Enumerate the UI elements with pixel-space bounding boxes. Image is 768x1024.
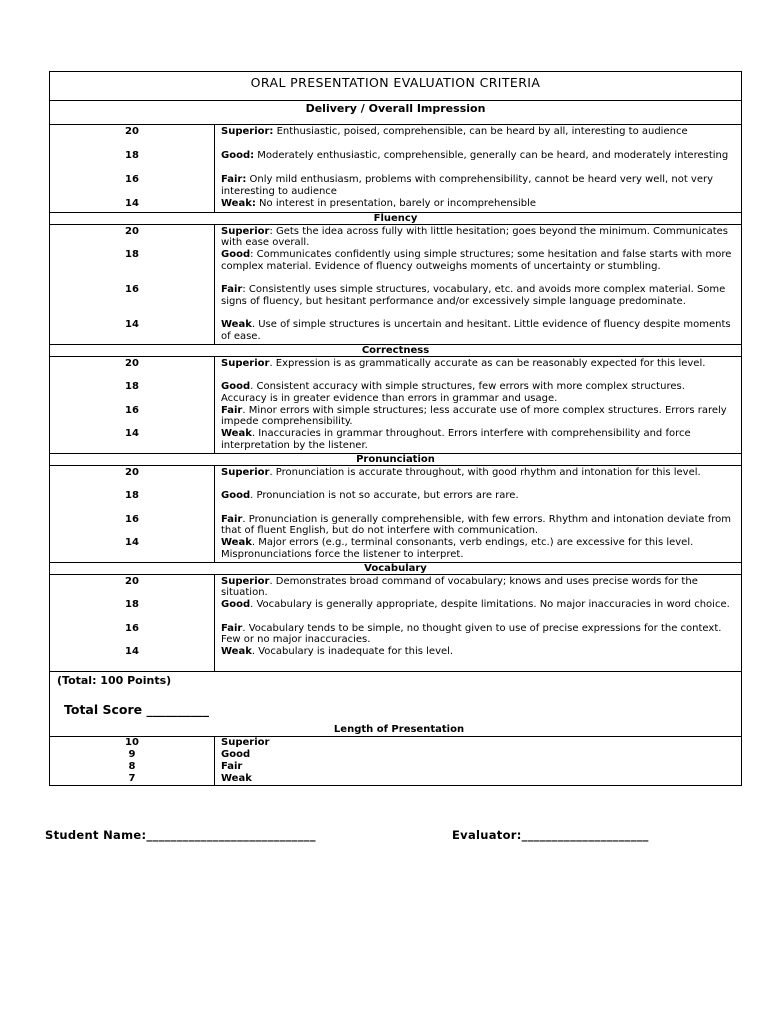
score-value: 16 — [125, 174, 139, 185]
level-description: . Vocabulary is inadequate for this level. — [251, 646, 454, 657]
score-value: 20 — [125, 575, 139, 587]
length-level: Superior — [221, 736, 270, 748]
criteria-description — [221, 249, 733, 284]
total-points-label: (Total: 100 Points) — [57, 673, 172, 687]
level-label: Good — [221, 381, 251, 392]
score-column — [50, 357, 215, 453]
level-label: Good — [221, 249, 251, 260]
description-column — [215, 125, 741, 212]
level-label: Weak — [221, 428, 252, 439]
length-score-column — [50, 737, 215, 785]
delivery-heading: Delivery / Overall Impression — [50, 101, 741, 125]
criteria-block — [50, 575, 741, 672]
criteria-description — [221, 599, 733, 623]
score-value: 18 — [125, 150, 139, 161]
level-description: . Major errors (e.g., terminal consonants, verb endings, etc.) are excessive for this level. Mispronunciations force the listener to interpret. — [221, 537, 694, 560]
level-label: Fair — [221, 404, 243, 416]
criteria-block — [50, 225, 741, 345]
criteria-description — [221, 150, 733, 174]
criteria-description — [221, 623, 733, 647]
criteria-description — [221, 467, 733, 491]
level-label: Weak — [221, 537, 252, 548]
score-value: 16 — [125, 622, 139, 634]
score-value: 16 — [125, 513, 139, 525]
level-description: . Vocabulary tends to be simple, no thought given to use of precise expressions for the context. Few or no major inaccuracies. — [221, 622, 722, 645]
level-description: . Consistent accuracy with simple structures, few errors with more complex structures. Accuracy is in greater evidence than errors in grammar and usage. — [221, 381, 685, 404]
criteria-description — [221, 284, 733, 319]
level-description: Enthusiastic, poised, comprehensible, can be heard by all, interesting to audience — [273, 126, 688, 137]
score-column — [50, 466, 215, 562]
length-table — [50, 737, 741, 785]
level-description: . Use of simple structures is uncertain and hesitant. Little evidence of fluency despite moments of ease. — [221, 319, 731, 342]
level-description: . Pronunciation is accurate throughout, with good rhythm and intonation for this level. — [269, 466, 701, 478]
score-value: 20 — [125, 225, 139, 237]
score-value: 16 — [125, 404, 139, 416]
level-label: Fair — [221, 513, 243, 525]
level-label: Good — [221, 490, 251, 501]
level-label: Superior — [221, 575, 270, 587]
level-label: Fair — [221, 284, 243, 295]
criteria-description — [221, 514, 733, 538]
description-column — [215, 225, 741, 344]
section-title: Correctness — [50, 345, 741, 357]
evaluation-form — [49, 71, 742, 786]
level-label: Superior — [221, 466, 270, 478]
level-description: . Inaccuracies in grammar throughout. Errors interfere with comprehensibility and force interpretation by the listener. — [221, 428, 691, 451]
score-value: 20 — [125, 357, 139, 369]
criteria-block — [50, 466, 741, 563]
length-level-column — [215, 737, 741, 785]
score-value: 14 — [125, 319, 139, 330]
score-value: 14 — [125, 428, 139, 439]
level-label: Good: — [221, 150, 255, 161]
level-description: . Pronunciation is generally comprehensible, with few errors. Rhythm and intonation deviate from that of fluent English, but do not interfere with communication. — [221, 513, 731, 536]
criteria-description — [221, 358, 733, 382]
score-value: 14 — [125, 646, 139, 657]
level-description: . Expression is as grammatically accurate as can be reasonably expected for this level. — [269, 357, 706, 369]
description-column — [215, 466, 741, 562]
level-label: Superior — [221, 225, 270, 237]
level-description: Moderately enthusiastic, comprehensible, generally can be heard, and moderately interesting — [254, 150, 729, 161]
criteria-description — [221, 126, 733, 150]
level-description: No interest in presentation, barely or incomprehensible — [255, 198, 537, 209]
criteria-block — [50, 357, 741, 454]
level-description: . Vocabulary is generally appropriate, despite limitations. No major inaccuracies in word choice. — [250, 599, 730, 610]
level-description: . Minor errors with simple structures; less accurate use of more complex structures. Errors rarely impede comprehensibility. — [221, 404, 727, 427]
section-title: Pronunciation — [50, 454, 741, 466]
description-column — [215, 357, 741, 453]
length-level: Good — [221, 748, 251, 760]
score-value: 18 — [125, 599, 139, 610]
length-level: Fair — [221, 760, 243, 772]
criteria-description — [221, 576, 733, 600]
score-value: 14 — [125, 537, 139, 548]
criteria-description — [221, 428, 733, 452]
criteria-description — [221, 646, 733, 670]
length-score: 10 — [125, 736, 139, 748]
level-description: : Gets the idea across fully with little hesitation; goes beyond the minimum. Communicates with ease overall. — [221, 225, 729, 248]
criteria-description — [221, 226, 733, 250]
level-label: Weak — [221, 646, 252, 657]
score-value: 18 — [125, 249, 139, 260]
level-label: Good — [221, 599, 251, 610]
score-column — [50, 575, 215, 671]
level-label: Fair: — [221, 174, 247, 185]
level-label: Weak — [221, 319, 252, 330]
criteria-block — [50, 125, 741, 213]
level-description: : Consistently uses simple structures, vocabulary, etc. and avoids more complex material. Some signs of fluency, but hesitant performance and/or excessively simple language predominate. — [221, 284, 726, 307]
level-label: Superior — [221, 357, 270, 369]
criteria-description — [221, 537, 733, 561]
page-title: ORAL PRESENTATION EVALUATION CRITERIA — [50, 72, 741, 101]
level-description: : Communicates confidently using simple structures; some hesitation and false starts with more complex material. Evidence of fluency outweighs moments of uncertainty or stumbling. — [221, 249, 732, 272]
score-value: 20 — [125, 126, 139, 137]
evaluator-field[interactable]: Evaluator:_____________________ — [452, 828, 649, 842]
length-score: 8 — [128, 760, 136, 772]
score-value: 18 — [125, 381, 139, 392]
criteria-sections — [50, 125, 741, 672]
length-score: 7 — [128, 772, 136, 784]
score-value: 18 — [125, 490, 139, 501]
score-value: 16 — [125, 284, 139, 295]
criteria-description — [221, 174, 733, 198]
score-column — [50, 225, 215, 344]
total-score-field[interactable]: Total Score __________ — [64, 701, 209, 717]
level-label: Fair — [221, 622, 243, 634]
level-description: . Pronunciation is not so accurate, but errors are rare. — [250, 490, 519, 501]
student-name-field[interactable]: Student Name:____________________________ — [45, 828, 316, 842]
level-label: Weak: — [221, 198, 256, 209]
level-label: Superior: — [221, 126, 274, 137]
section-title: Fluency — [50, 213, 741, 225]
criteria-description — [221, 198, 733, 211]
length-level: Weak — [221, 772, 252, 784]
criteria-description — [221, 490, 733, 514]
criteria-description — [221, 381, 733, 405]
score-column — [50, 125, 215, 212]
totals-area — [50, 672, 741, 737]
criteria-description — [221, 319, 733, 343]
section-title: Vocabulary — [50, 563, 741, 575]
length-score: 9 — [128, 748, 136, 760]
score-value: 14 — [125, 198, 139, 209]
criteria-description — [221, 405, 733, 429]
score-value: 20 — [125, 466, 139, 478]
level-description: . Demonstrates broad command of vocabulary; knows and uses precise words for the situation. — [221, 575, 698, 598]
length-heading: Length of Presentation — [333, 723, 465, 735]
level-description: Only mild enthusiasm, problems with comprehensibility, cannot be heard very well, not very interesting to audience — [221, 174, 714, 197]
description-column — [215, 575, 741, 671]
